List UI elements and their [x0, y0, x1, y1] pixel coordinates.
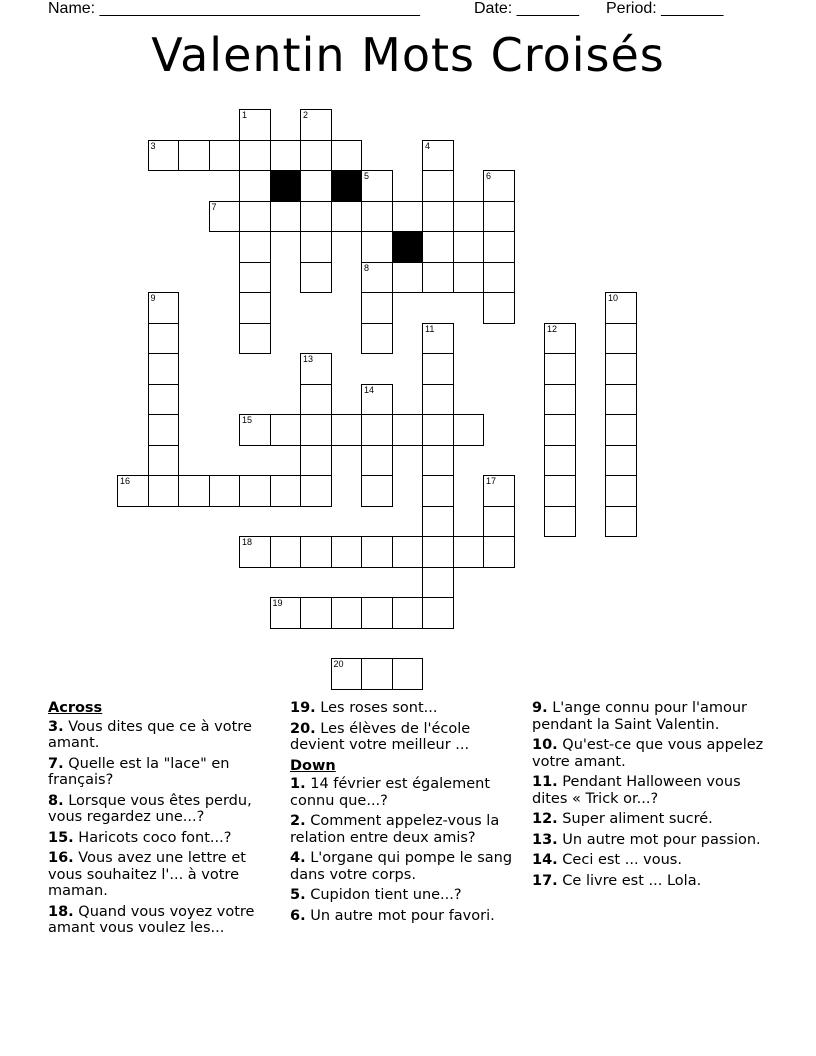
- grid-cell[interactable]: [605, 445, 637, 477]
- grid-cell[interactable]: [422, 567, 454, 599]
- grid-cell[interactable]: [483, 536, 515, 568]
- grid-cell[interactable]: [422, 231, 454, 263]
- grid-cell[interactable]: [239, 323, 271, 355]
- grid-cell[interactable]: [239, 536, 271, 568]
- grid-cell[interactable]: [331, 658, 363, 690]
- grid-cell[interactable]: [605, 292, 637, 324]
- grid-cell[interactable]: [422, 262, 454, 294]
- grid-cell[interactable]: [361, 475, 393, 507]
- grid-cell[interactable]: [300, 262, 332, 294]
- grid-cell[interactable]: [331, 597, 363, 629]
- grid-cell[interactable]: [148, 140, 180, 172]
- grid-cell[interactable]: [605, 475, 637, 507]
- clue-number: 9: [150, 293, 156, 303]
- clue-number: 2: [303, 110, 309, 120]
- grid-cell[interactable]: [148, 353, 180, 385]
- grid-cell[interactable]: [544, 475, 576, 507]
- grid-cell[interactable]: [117, 475, 149, 507]
- grid-cell[interactable]: [453, 414, 485, 446]
- grid-cell[interactable]: [605, 506, 637, 538]
- grid-cell[interactable]: [270, 140, 302, 172]
- grid-cell[interactable]: [270, 414, 302, 446]
- grid-cell[interactable]: [178, 475, 210, 507]
- clue-number: 17: [486, 476, 497, 486]
- clue-down-2: 2. Comment appelez-vous la relation entre deux amis?: [290, 813, 500, 846]
- grid-cell[interactable]: [239, 231, 271, 263]
- grid-cell[interactable]: [300, 170, 332, 202]
- grid-cell[interactable]: [148, 323, 180, 355]
- grid-cell[interactable]: [483, 475, 515, 507]
- clue-across-3: 3. Vous dites que ce à votre amant.: [48, 718, 252, 751]
- grid-cell[interactable]: [422, 536, 454, 568]
- grid-cell[interactable]: [453, 262, 485, 294]
- grid-cell[interactable]: [300, 353, 332, 385]
- grid-cell[interactable]: [300, 536, 332, 568]
- clue-down-1: 1. 14 février est également connu que...?: [290, 776, 491, 809]
- grid-cell[interactable]: [422, 140, 454, 172]
- grid-cell[interactable]: [270, 597, 302, 629]
- clue-down-12: 12. Super aliment sucré.: [532, 811, 713, 827]
- clue-across-7: 7. Quelle est la "lace" en français?: [48, 755, 230, 788]
- grid-cell[interactable]: [392, 597, 424, 629]
- clue-across-15: 15. Haricots coco font...?: [48, 829, 232, 846]
- clues-column-2: [290, 700, 522, 928]
- grid-cell[interactable]: [422, 445, 454, 477]
- grid-cell[interactable]: [361, 658, 393, 690]
- clue-across-18: 18. Quand vous voyez votre amant vous voulez les...: [48, 903, 255, 936]
- grid-cell[interactable]: [392, 414, 424, 446]
- across-heading: Across: [48, 700, 103, 716]
- clue-number: 13: [303, 354, 314, 364]
- clue-down-10: 10. Qu'est-ce que vous appelez votre amant.: [532, 737, 764, 770]
- grid-cell[interactable]: [239, 292, 271, 324]
- grid-cell[interactable]: [239, 201, 271, 233]
- grid-cell[interactable]: [361, 384, 393, 416]
- clue-down-9: 9. L'ange connu pour l'amour pendant la Saint Valentin.: [532, 700, 747, 733]
- clue-across-8: 8. Lorsque vous êtes perdu, vous regardez une...?: [48, 792, 252, 825]
- grid-cell[interactable]: [483, 170, 515, 202]
- grid-cell[interactable]: [483, 231, 515, 263]
- black-cell: [392, 231, 424, 263]
- grid-cell[interactable]: [361, 597, 393, 629]
- clue-number: 8: [364, 262, 370, 273]
- student-info-header: [48, 0, 768, 22]
- grid-cell[interactable]: [483, 506, 515, 538]
- grid-cell[interactable]: [392, 262, 424, 294]
- clue-across-19: 19. Les roses sont...: [290, 700, 438, 716]
- grid-cell[interactable]: [300, 140, 332, 172]
- clue-number: 11: [425, 323, 435, 334]
- grid-cell[interactable]: [331, 140, 363, 172]
- grid-cell[interactable]: [422, 506, 454, 538]
- date-field[interactable]: Date: _______: [474, 0, 579, 17]
- grid-cell[interactable]: [148, 414, 180, 446]
- grid-cell[interactable]: [422, 414, 454, 446]
- grid-cell[interactable]: [239, 262, 271, 294]
- grid-cell[interactable]: [178, 140, 210, 172]
- grid-cell[interactable]: [300, 384, 332, 416]
- grid-cell[interactable]: [331, 536, 363, 568]
- black-cell: [270, 170, 302, 202]
- grid-cell[interactable]: [483, 292, 515, 324]
- grid-cell[interactable]: [148, 475, 180, 507]
- grid-cell[interactable]: [148, 292, 180, 324]
- clue-down-11: 11. Pendant Halloween vous dites « Trick or...?: [532, 774, 741, 807]
- grid-cell[interactable]: [300, 109, 332, 141]
- grid-cell[interactable]: [422, 201, 454, 233]
- clue-number: 19: [272, 598, 283, 608]
- grid-cell[interactable]: [361, 231, 393, 263]
- clues-column-1: [48, 700, 280, 941]
- grid-cell[interactable]: [300, 201, 332, 233]
- clue-number: 3: [150, 140, 156, 151]
- clue-number: 12: [547, 323, 558, 334]
- grid-cell[interactable]: [361, 292, 393, 324]
- grid-cell[interactable]: [300, 597, 332, 629]
- grid-cell[interactable]: [361, 445, 393, 477]
- clue-number: 4: [425, 140, 431, 151]
- grid-cell[interactable]: [422, 170, 454, 202]
- clue-number: 6: [486, 171, 492, 181]
- grid-cell[interactable]: [544, 445, 576, 477]
- grid-cell[interactable]: [483, 201, 515, 233]
- grid-cell[interactable]: [422, 597, 454, 629]
- clue-down-14: 14. Ceci est ... vous.: [532, 852, 682, 868]
- clues-column-3: [532, 700, 768, 893]
- clue-down-17: 17. Ce livre est ... Lola.: [532, 872, 702, 889]
- grid-cell[interactable]: [361, 536, 393, 568]
- grid-cell[interactable]: [544, 353, 576, 385]
- name-field[interactable]: Name: ____________________________________: [48, 0, 420, 17]
- grid-cell[interactable]: [300, 231, 332, 263]
- grid-cell[interactable]: [392, 658, 424, 690]
- grid-cell[interactable]: [392, 536, 424, 568]
- grid-cell[interactable]: [605, 323, 637, 355]
- clue-number: 15: [242, 415, 253, 425]
- grid-cell[interactable]: [209, 201, 241, 233]
- clue-down-13: 13. Un autre mot pour passion.: [532, 831, 761, 848]
- grid-cell[interactable]: [605, 384, 637, 416]
- grid-cell[interactable]: [239, 109, 271, 141]
- grid-cell[interactable]: [422, 353, 454, 385]
- grid-cell[interactable]: [239, 140, 271, 172]
- grid-cell[interactable]: [239, 475, 271, 507]
- black-cell: [331, 170, 363, 202]
- page-title: Valentin Mots Croisés: [151, 28, 665, 82]
- clue-number: 5: [364, 171, 370, 181]
- grid-cell[interactable]: [605, 414, 637, 446]
- clue-number: 14: [364, 384, 375, 395]
- period-field[interactable]: Period: _______: [606, 0, 724, 17]
- grid-cell[interactable]: [300, 414, 332, 446]
- clue-across-16: 16. Vous avez une lettre et vous souhaitez l'... à votre maman.: [48, 850, 246, 899]
- grid-cell[interactable]: [209, 475, 241, 507]
- clue-number: 10: [608, 293, 619, 303]
- grid-cell[interactable]: [331, 414, 363, 446]
- grid-cell[interactable]: [148, 384, 180, 416]
- grid-cell[interactable]: [148, 445, 180, 477]
- grid-cell[interactable]: [361, 170, 393, 202]
- grid-cell[interactable]: [544, 384, 576, 416]
- clue-number: 16: [120, 476, 131, 486]
- grid-cell[interactable]: [422, 323, 454, 355]
- grid-cell[interactable]: [453, 201, 485, 233]
- grid-cell[interactable]: [239, 414, 271, 446]
- clue-down-5: 5. Cupidon tient une...?: [290, 887, 462, 903]
- grid-cell[interactable]: [453, 536, 485, 568]
- clue-down-4: 4. L'organe qui pompe le sang dans votre corps.: [290, 850, 513, 883]
- grid-cell[interactable]: [209, 140, 241, 172]
- clue-number: 18: [242, 537, 253, 547]
- clue-number: 1: [242, 110, 248, 120]
- grid-cell[interactable]: [544, 323, 576, 355]
- grid-cell[interactable]: [544, 414, 576, 446]
- grid-cell[interactable]: [300, 475, 332, 507]
- grid-cell[interactable]: [270, 475, 302, 507]
- clue-down-6: 6. Un autre mot pour favori.: [290, 907, 495, 924]
- grid-cell[interactable]: [331, 201, 363, 233]
- grid-cell[interactable]: [392, 201, 424, 233]
- clue-number: 20: [333, 659, 344, 669]
- grid-cell[interactable]: [300, 445, 332, 477]
- grid-cell[interactable]: [422, 475, 454, 507]
- clue-number: 7: [211, 201, 217, 212]
- clue-across-20: 20. Les élèves de l'école devient votre meilleur ...: [290, 720, 471, 753]
- grid-cell[interactable]: [361, 414, 393, 446]
- grid-cell[interactable]: [361, 323, 393, 355]
- grid-cell[interactable]: [544, 506, 576, 538]
- grid-cell[interactable]: [270, 201, 302, 233]
- grid-cell[interactable]: [361, 262, 393, 294]
- grid-cell[interactable]: [605, 353, 637, 385]
- grid-cell[interactable]: [483, 262, 515, 294]
- grid-cell[interactable]: [361, 201, 393, 233]
- grid-cell[interactable]: [422, 384, 454, 416]
- grid-cell[interactable]: [270, 536, 302, 568]
- down-heading: Down: [290, 757, 336, 774]
- grid-cell[interactable]: [239, 170, 271, 202]
